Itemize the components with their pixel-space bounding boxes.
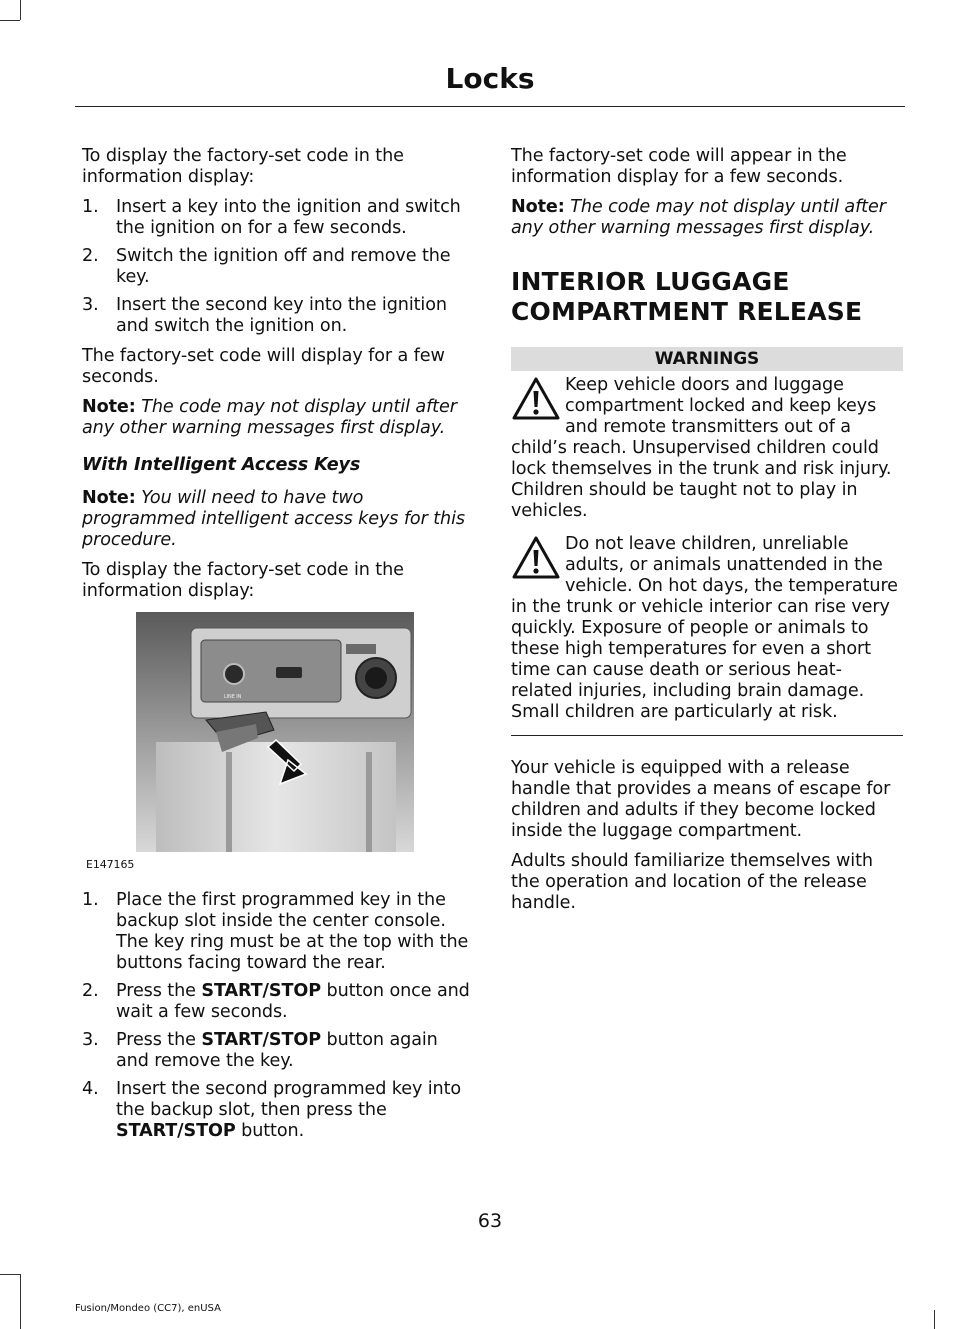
warnings-divider: [511, 735, 903, 736]
step-number: 1.: [82, 197, 99, 217]
note-text: The code may not display until after any other warning messages first display.: [511, 197, 886, 238]
console-illustration: [136, 612, 414, 852]
note-label: Note:: [511, 197, 565, 217]
footer-text: Fusion/Mondeo (CC7), enUSA: [75, 1303, 221, 1314]
note-label: Note:: [82, 397, 136, 417]
start-stop-label: START/STOP: [116, 1121, 236, 1141]
intro-text: To display the factory-set code in the information display:: [82, 146, 404, 187]
crop-mark: [934, 1310, 935, 1329]
note-label: Note:: [82, 488, 136, 508]
steps-list-b: [82, 890, 474, 1142]
page-number: 63: [477, 1210, 503, 1232]
page-title: Locks: [445, 62, 535, 95]
note-text: You will need to have two programmed intelligent access keys for this procedure.: [82, 488, 465, 550]
warning-text: Keep vehicle doors and luggage compartment locked and keep keys and remote transmitters out of a child’s reach. Unsupervised children could lock themselves in the trunk and risk injury. Children should be taught not to play in vehicles.: [511, 375, 892, 521]
crop-mark: [0, 1274, 20, 1275]
right-column: [511, 146, 903, 923]
display-text: The factory-set code will display for a few seconds.: [82, 346, 445, 387]
note-text: The code may not display until after any other warning messages first display.: [82, 397, 457, 438]
list-item: [82, 981, 474, 1023]
step-text-post: button.: [241, 1121, 305, 1141]
warning-triangle-icon: [511, 534, 561, 582]
header-rule: [75, 106, 905, 107]
step-number: 3.: [82, 295, 99, 315]
list-item: [82, 295, 474, 337]
step-number: 1.: [82, 890, 99, 910]
step-text: Insert the second key into the ignition and switch the ignition on.: [116, 295, 447, 336]
start-stop-label: START/STOP: [201, 1030, 322, 1050]
step-text: Insert a key into the ignition and switch the ignition on for a few seconds.: [116, 197, 461, 238]
step-text: Place the first programmed key in the backup slot inside the center console. The key ring must be at the top with the buttons facing toward the rear.: [116, 890, 469, 973]
release-paragraph: Your vehicle is equipped with a release handle that provides a means of escape for children and adults if they become locked inside the luggage compartment.: [511, 758, 891, 841]
warning-item: [511, 375, 903, 522]
code-text: The factory-set code will appear in the information display for a few seconds.: [511, 146, 847, 187]
warning-item: [511, 534, 903, 723]
left-column: [82, 146, 474, 1151]
intro-text: To display the factory-set code in the information display:: [82, 560, 404, 601]
warning-text: Do not leave children, unreliable adults, or animals unattended in the vehicle. On hot days, the temperature in the trunk or vehicle interior can rise very quickly. Exposure of people or animals to these high temperatures for even a short time can cause death or serious heat-related injuries, including brain damage. Small children are particularly at risk.: [511, 534, 898, 722]
steps-list-a: [82, 197, 474, 337]
figure-code: E147165: [86, 858, 135, 871]
step-text-pre: Insert the second programmed key into the backup slot, then press the: [116, 1079, 462, 1120]
start-stop-label: START/STOP: [201, 981, 322, 1001]
section-heading: INTERIOR LUGGAGE COMPARTMENT RELEASE: [511, 267, 863, 326]
step-number: 4.: [82, 1079, 99, 1099]
step-text-pre: Press the: [116, 981, 196, 1001]
list-item: [82, 890, 474, 974]
sub-heading: With Intelligent Access Keys: [82, 455, 361, 475]
step-text-post: button again and remove the key.: [116, 1030, 438, 1071]
note-paragraph: [511, 197, 903, 239]
line-in-label: LINE IN: [224, 694, 242, 700]
list-item: [82, 1079, 474, 1142]
step-number: 2.: [82, 981, 99, 1001]
release-paragraph: Adults should familiarize themselves with the operation and location of the release handle.: [511, 851, 873, 913]
step-number: 2.: [82, 246, 99, 266]
list-item: [82, 246, 474, 288]
note-paragraph: [82, 488, 474, 551]
crop-mark: [20, 1274, 21, 1329]
step-number: 3.: [82, 1030, 99, 1050]
crop-mark: [0, 20, 20, 21]
step-text: Switch the ignition off and remove the key.: [116, 246, 451, 287]
note-paragraph: [82, 397, 474, 439]
list-item: [82, 1030, 474, 1072]
warning-triangle-icon: [511, 375, 561, 423]
step-text-post: button once and wait a few seconds.: [116, 981, 470, 1022]
crop-mark: [20, 0, 21, 20]
warnings-title: WARNINGS: [511, 347, 903, 371]
console-figure: [82, 612, 474, 872]
list-item: [82, 197, 474, 239]
step-text-pre: Press the: [116, 1030, 196, 1050]
